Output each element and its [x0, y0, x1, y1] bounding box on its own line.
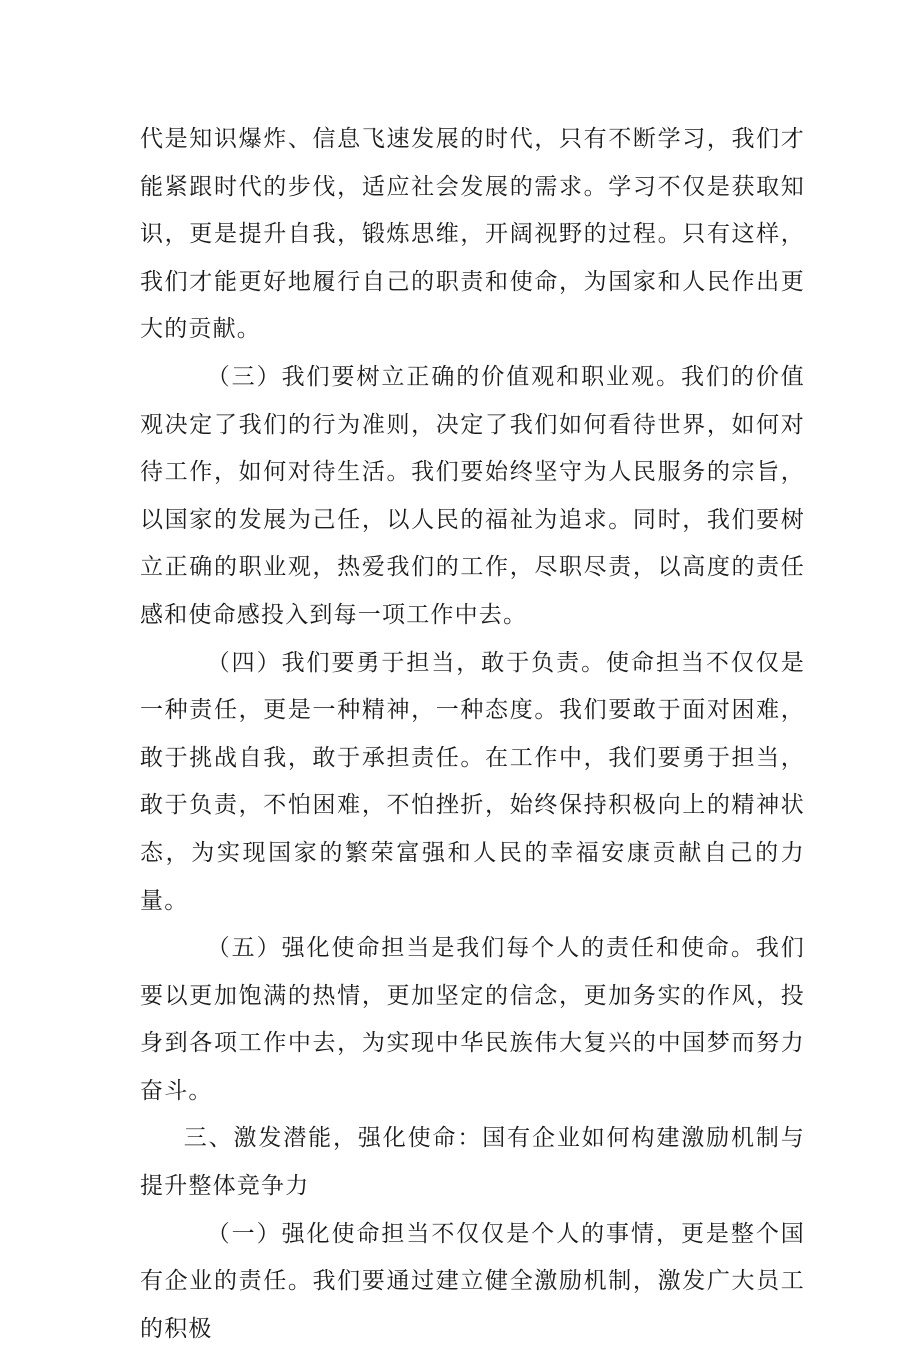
document-body	[140, 116, 805, 1353]
paragraph-continuation: 代是知识爆炸、信息飞速发展的时代，只有不断学习，我们才能紧跟时代的步伐，适应社会发展的需求。学习不仅是获取知识，更是提升自我，锻炼思维，开阔视野的过程。只有这样，我们才能更好地履行自己的职责和使命，为国家和人民作出更大的贡献。	[140, 126, 805, 343]
paragraph-section-4: （四）我们要勇于担当，敢于负责。使命担当不仅仅是一种责任，更是一种精神，一种态度。我们要敢于面对困难，敢于挑战自我，敢于承担责任。在工作中，我们要勇于担当，敢于负责，不怕困难，不怕挫折，始终保持积极向上的精神状态，为实现国家的繁荣富强和人民的幸福安康贡献自己的力量。	[140, 649, 805, 914]
heading-part-3: 三、激发潜能，强化使命：国有企业如何构建激励机制与提升整体竞争力	[140, 1125, 805, 1200]
paragraph-section-5: （五）强化使命担当是我们每个人的责任和使命。我们要以更加饱满的热情，更加坚定的信念，更加务实的作风，投身到各项工作中去，为实现中华民族伟大复兴的中国梦而努力奋斗。	[140, 935, 805, 1104]
paragraph-section-3: （三）我们要树立正确的价值观和职业观。我们的价值观决定了我们的行为准则，决定了我们如何看待世界，如何对待工作，如何对待生活。我们要始终坚守为人民服务的宗旨，以国家的发展为己任，以人民的福祉为追求。同时，我们要树立正确的职业观，热爱我们的工作，尽职尽责，以高度的责任感和使命感投入到每一项工作中去。	[140, 363, 805, 628]
paragraph-part-3-item-1: （一）强化使命担当不仅仅是个人的事情，更是整个国有企业的责任。我们要通过建立健全激励机制，激发广大员工的积极	[140, 1220, 805, 1342]
